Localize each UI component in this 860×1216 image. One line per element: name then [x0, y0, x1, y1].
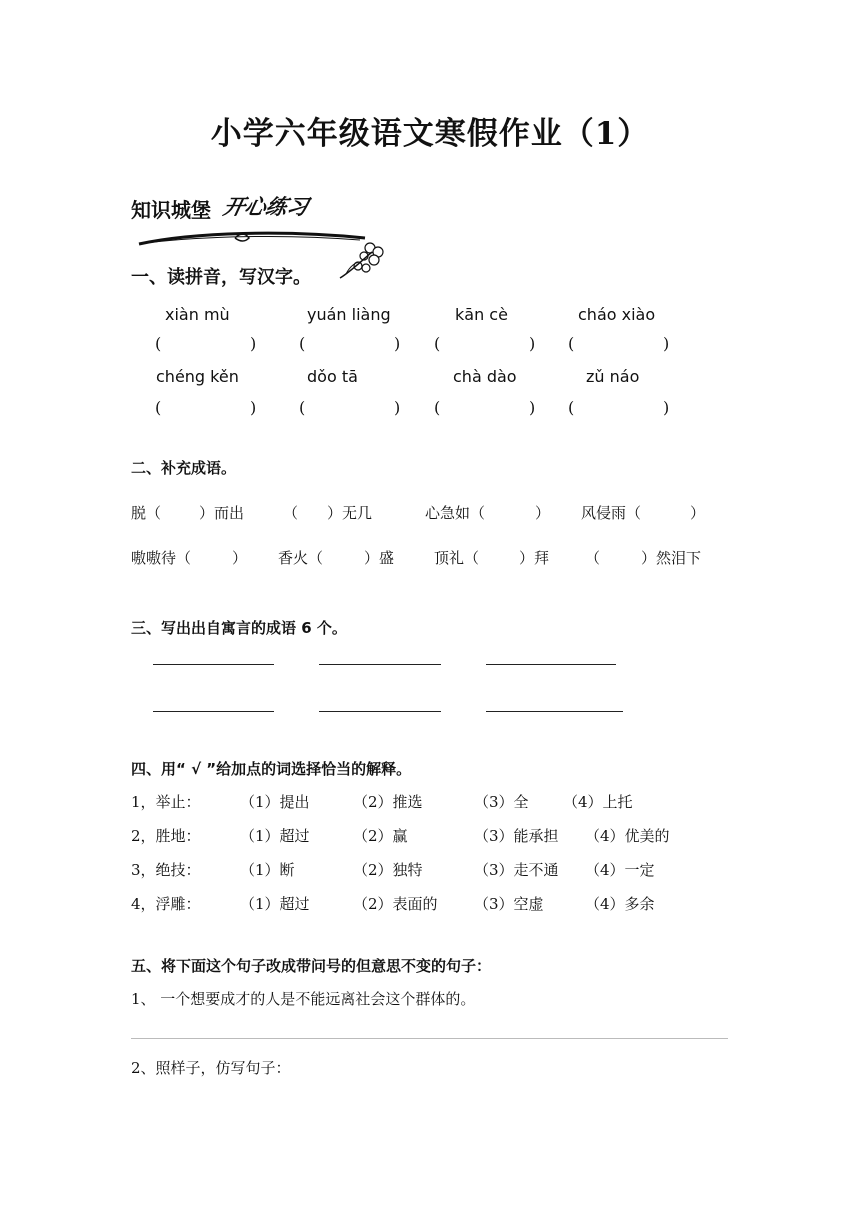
idiom-part: ）拜	[519, 549, 550, 567]
pinyin-1: xiàn mù	[165, 305, 230, 324]
page-title: 小学六年级语文寒假作业（1）	[210, 116, 650, 152]
option: （3）走不通	[474, 861, 559, 879]
idiom-part: 嗷嗷待（	[131, 549, 192, 567]
blank-open: (	[434, 334, 441, 353]
option: （3）全	[474, 793, 529, 811]
idiom-part: ）	[535, 504, 551, 522]
blank-close: )	[250, 334, 257, 353]
blank-open: (	[568, 334, 575, 353]
answer-line	[153, 664, 274, 665]
blank-open: (	[155, 334, 162, 353]
blank-close: )	[394, 398, 401, 417]
option: （4）一定	[585, 861, 655, 879]
idiom-part: ）	[690, 504, 706, 522]
answer-line	[486, 711, 623, 712]
blank-close: )	[250, 398, 257, 417]
option: （2）表面的	[353, 895, 438, 913]
blank-close: )	[663, 398, 670, 417]
option: （1）提出	[240, 793, 310, 811]
idiom-part: ）无几	[327, 504, 373, 522]
answer-line	[486, 664, 616, 665]
option: （4）多余	[585, 895, 655, 913]
section5-item2: 2、照样子，仿写句子：	[131, 1059, 291, 1077]
pinyin-5: chéng kěn	[156, 367, 239, 386]
section5-heading: 五、将下面这个句子改成带问号的但意思不变的句子：	[131, 957, 492, 975]
option: （2）推选	[353, 793, 423, 811]
answer-rule	[131, 1038, 728, 1039]
idiom-part: ）盛	[364, 549, 395, 567]
section3-heading: 三、写出出自寓言的成语 6 个。	[131, 619, 347, 637]
banner-swash-decoration	[135, 224, 370, 248]
blank-open: (	[568, 398, 575, 417]
blank-open: (	[299, 398, 306, 417]
idiom-part: ）	[232, 549, 248, 567]
word-label: 2，胜地：	[131, 827, 201, 845]
option: （4）优美的	[585, 827, 670, 845]
idiom-part: （	[585, 549, 601, 567]
option: （1）超过	[240, 827, 310, 845]
blank-open: (	[155, 398, 162, 417]
answer-line	[319, 711, 441, 712]
idiom-part: 脱（	[131, 504, 162, 522]
section5-item1: 1、 一个想要成才的人是不能远离社会这个群体的。	[131, 990, 476, 1008]
answer-line	[153, 711, 274, 712]
word-label: 3，绝技：	[131, 861, 201, 879]
idiom-part: 顶礼（	[434, 549, 480, 567]
idiom-part: ）而出	[199, 504, 245, 522]
blank-close: )	[529, 334, 536, 353]
blank-close: )	[394, 334, 401, 353]
banner-script-label: 开心练习	[221, 195, 311, 219]
idiom-part: 风侵雨（	[581, 504, 642, 522]
word-label: 1，举止：	[131, 793, 201, 811]
pinyin-6: dǒo tā	[307, 367, 358, 386]
option: （4）上托	[563, 793, 633, 811]
option: （2）赢	[353, 827, 408, 845]
pinyin-7: chà dào	[453, 367, 517, 386]
option: （3）空虚	[474, 895, 544, 913]
idiom-part: 心急如（	[425, 504, 486, 522]
answer-line	[319, 664, 441, 665]
blank-close: )	[663, 334, 670, 353]
section1-heading: 一、读拼音，写汉字。	[131, 267, 311, 288]
idiom-part: ）然泪下	[641, 549, 702, 567]
option: （3）能承担	[474, 827, 559, 845]
flower-icon	[336, 238, 386, 282]
section4-heading: 四、用“ √ ”给加点的词选择恰当的解释。	[131, 760, 412, 778]
blank-open: (	[434, 398, 441, 417]
option: （1）断	[240, 861, 295, 879]
pinyin-3: kān cè	[455, 305, 508, 324]
idiom-part: 香火（	[278, 549, 324, 567]
idiom-part: （	[283, 504, 299, 522]
pinyin-8: zǔ náo	[586, 367, 640, 386]
section2-heading: 二、补充成语。	[131, 459, 237, 477]
option: （1）超过	[240, 895, 310, 913]
word-label: 4，浮雕：	[131, 895, 201, 913]
pinyin-4: cháo xiào	[578, 305, 656, 324]
blank-open: (	[299, 334, 306, 353]
blank-close: )	[529, 398, 536, 417]
banner-castle-label: 知识城堡	[131, 198, 211, 222]
pinyin-2: yuán liàng	[307, 305, 391, 324]
option: （2）独特	[353, 861, 423, 879]
